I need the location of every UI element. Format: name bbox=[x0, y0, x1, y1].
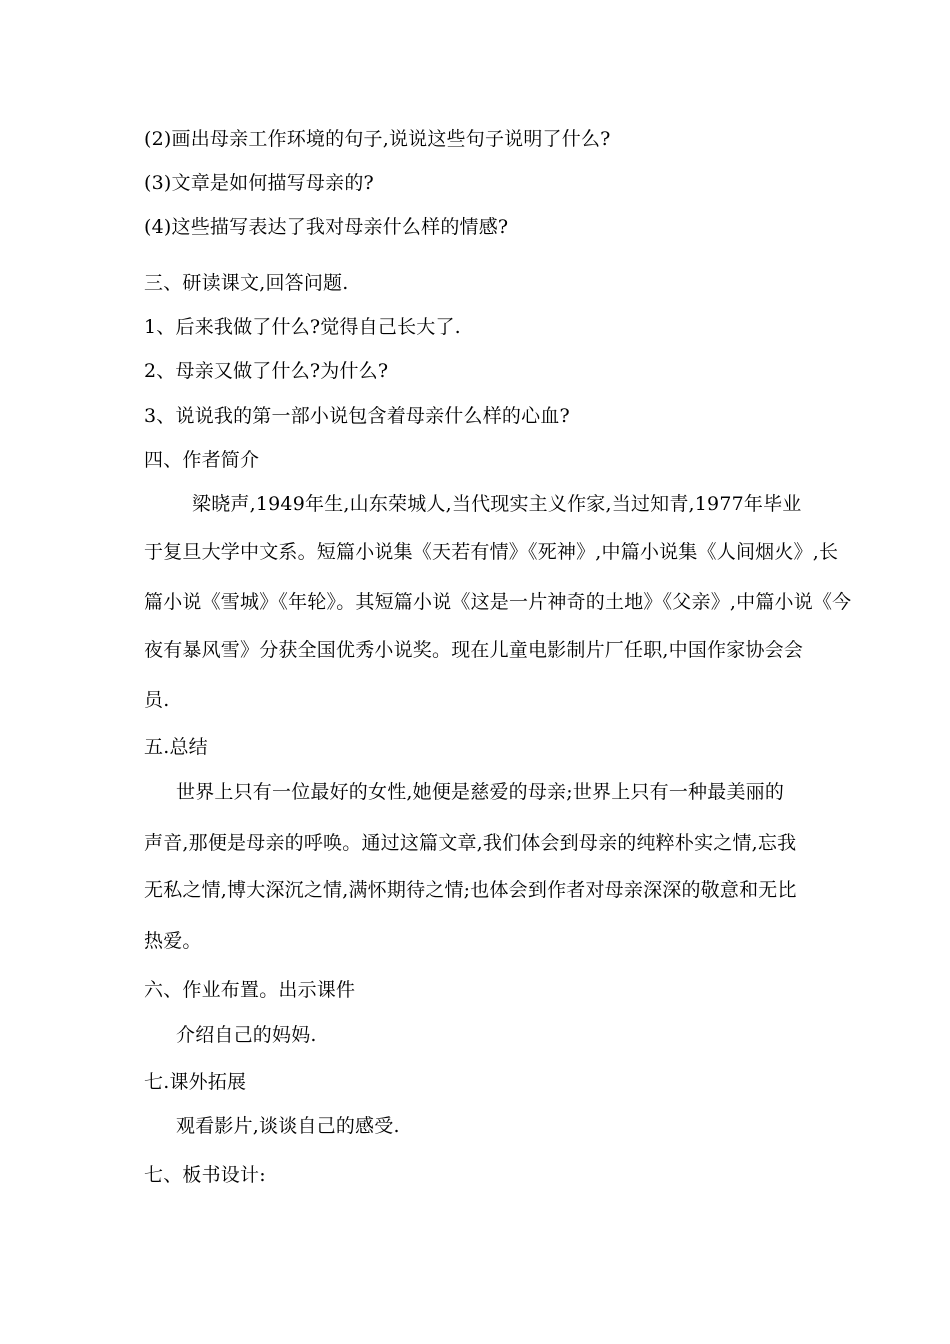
homework-text: 介绍自己的妈妈. bbox=[176, 1024, 317, 1046]
section-6-heading: 六、作业布置。出示课件 bbox=[144, 979, 356, 1001]
section-8-heading: 七、板书设计: bbox=[144, 1164, 266, 1186]
section-4-heading: 四、作者简介 bbox=[144, 449, 260, 471]
author-bio-line-2: 于复旦大学中文系。短篇小说集《天若有情》《死神》,中篇小说集《人间烟火》,长 bbox=[144, 541, 839, 563]
section-3-item-2: 2、母亲又做了什么?为什么? bbox=[144, 360, 389, 382]
summary-line-1: 世界上只有一位最好的女性,她便是慈爱的母亲;世界上只有一种最美丽的 bbox=[176, 781, 785, 803]
question-2: (2)画出母亲工作环境的句子,说说这些句子说明了什么? bbox=[144, 128, 611, 150]
author-bio-line-5: 员. bbox=[144, 689, 170, 711]
section-3-heading: 三、研读课文,回答问题. bbox=[144, 272, 349, 294]
question-4: (4)这些描写表达了我对母亲什么样的情感? bbox=[144, 216, 509, 238]
summary-line-3: 无私之情,博大深沉之情,满怀期待之情;也体会到作者对母亲深深的敬意和无比 bbox=[144, 879, 797, 901]
section-3-item-1: 1、后来我做了什么?觉得自己长大了. bbox=[144, 316, 461, 338]
summary-line-2: 声音,那便是母亲的呼唤。通过这篇文章,我们体会到母亲的纯粹朴实之情,忘我 bbox=[144, 832, 797, 854]
extension-text: 观看影片,谈谈自己的感受. bbox=[176, 1115, 400, 1137]
question-3: (3)文章是如何描写母亲的? bbox=[144, 172, 374, 194]
section-5-heading: 五.总结 bbox=[144, 736, 208, 758]
section-3-item-3: 3、说说我的第一部小说包含着母亲什么样的心血? bbox=[144, 405, 570, 427]
author-bio-line-1: 梁晓声,1949年生,山东荣城人,当代现实主义作家,当过知青,1977年毕业 bbox=[192, 493, 802, 515]
summary-line-4: 热爱。 bbox=[144, 930, 202, 952]
author-bio-line-4: 夜有暴风雪》分获全国优秀小说奖。现在儿童电影制片厂任职,中国作家协会会 bbox=[144, 639, 804, 661]
author-bio-line-3: 篇小说《雪城》《年轮》。其短篇小说《这是一片神奇的土地》《父亲》,中篇小说《今 bbox=[144, 591, 852, 613]
section-7-heading: 七.课外拓展 bbox=[144, 1071, 247, 1093]
